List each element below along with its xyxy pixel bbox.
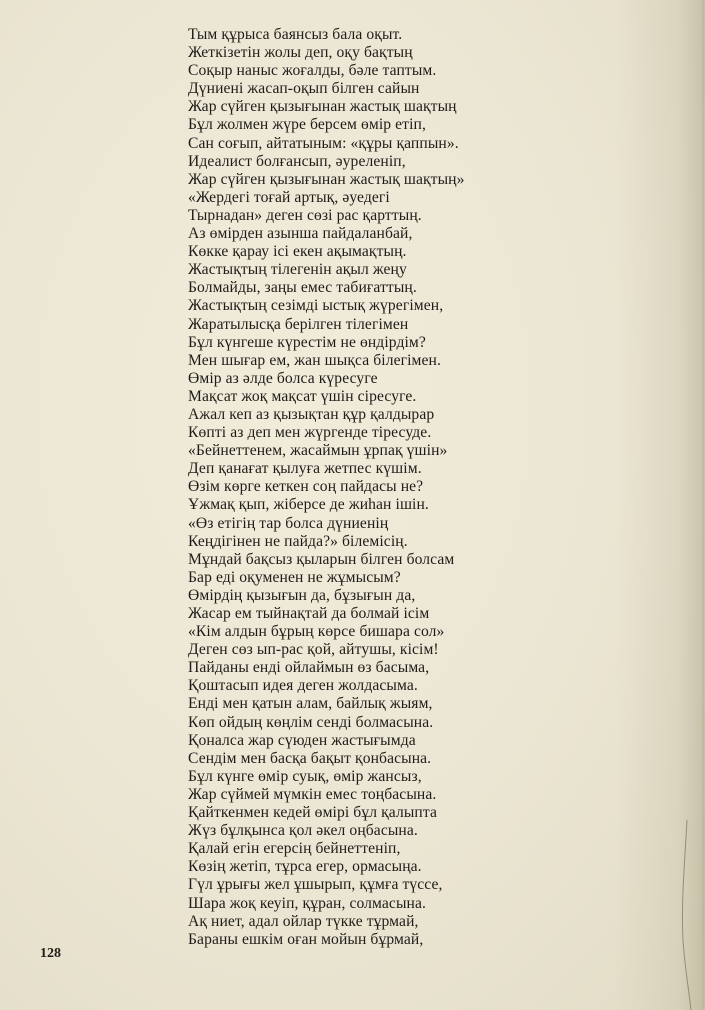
poem-line: Көп ойдың көңлім сенді болмасына. [188,713,434,731]
poem-line: Қалай егін егерсің бейнеттеніп, [188,840,401,858]
poem-line: Қоштасып идея деген жолдасыма. [188,677,418,695]
poem-line: Жаратылысқа берілген тілегімен [188,315,409,333]
poem-text [188,26,608,949]
poem-line: Қоналса жар сүюден жастығымда [188,731,416,749]
poem-line: Сендім мен басқа бақыт қонбасына. [188,749,432,767]
poem-line: Гүл ұрығы жел ұшырып, құмға түссе, [188,876,443,894]
poem-line: Бұл күнге өмір суық, өмір жансыз, [188,767,422,785]
poem-line: Өмір аз әлде болса күресуге [188,369,378,387]
poem-line: Аз өмірден азынша пайдаланбай, [188,225,413,243]
poem-line: Бараны ешкім оған мойын бұрмай, [188,930,424,948]
poem-line: «Жердегі тоғай артық, әуедегі [188,188,390,206]
poem-line: Бұл күнгеше күрестім не өндірдім? [188,333,426,351]
poem-line: Сан соғып, айтатыным: «құры қаппын». [188,134,459,152]
poem-line: Жар сүйген қызығынан жастық шақтың» [188,170,465,188]
poem-line: Жастықтың сезімді ыстық жүрегімен, [188,297,444,315]
poem-line: Ажал кеп аз қызықтан құр қалдырар [188,405,435,423]
poem-line: Бұл жолмен жүре берсем өмір етіп, [188,116,426,134]
poem-line: Бар еді оқуменен не жұмысым? [188,568,401,586]
poem-line: Көкке қарау ісі екен ақымақтың. [188,243,407,261]
page-edge-tear [625,0,705,1010]
poem-line: Енді мен қатын алам, байлық жыям, [188,695,433,713]
poem-line: Шара жоқ кеуіп, құран, солмасына. [188,894,426,912]
poem-line: Ақ ниет, адал ойлар түкке тұрмай, [188,912,419,930]
poem-line: Жар сүймей мүмкін емес тоңбасына. [188,785,437,803]
poem-line: Жастықтың тілегенін ақыл жеңу [188,261,407,279]
poem-line: Болмайды, заңы емес табиғаттың. [188,279,417,297]
poem-line: Көпті аз деп мен жүргенде тіресуде. [188,424,432,442]
poem-line: Деп қанағат қылуға жетпес күшім. [188,460,422,478]
poem-line: Тырнадан» деген сөзі рас қарттың. [188,206,422,224]
poem-line: Идеалист болғансып, әуреленіп, [188,152,406,170]
poem-line: Кеңдігінен не пайда?» білемісің. [188,532,408,550]
poem-line: Соқыр наныс жоғалды, бәле таптым. [188,62,437,80]
poem-line: Жүз бұлқынса қол әкел оңбасына. [188,822,418,840]
poem-line: Тым құрыса баянсыз бала оқыт. [188,26,403,43]
poem-line: Дүниені жасап-оқып білген сайын [188,80,420,98]
poem-line: Көзің жетіп, тұрса егер, ормасыңа. [188,858,422,876]
poem-line: Жеткізетін жолы деп, оқу бақтың [188,44,413,62]
poem-line: «Бейнеттенем, жасаймын ұрпақ үшін» [188,442,448,460]
poem-line: Өзім көрге кеткен соң пайдасы не? [188,478,424,496]
poem-line: Жасар ем тыйнақтай да болмай ісім [188,605,430,622]
poem-line: Пайданы енді ойлаймын өз басыма, [188,659,430,677]
poem-line: Деген сөз ып-рас қой, айтушы, кісім! [188,641,439,659]
poem-line: «Кім алдын бұрың көрсе бишара сол» [188,623,445,641]
poem-line: Мен шығар ем, жан шықса білегімен. [188,351,441,369]
poem-line: Өмірдің қызығын да, бұзығын да, [188,586,416,604]
poem-line: Жар сүйген қызығынан жастық шақтың [188,98,457,116]
poem-line: «Өз етігің тар болса дүниенің [188,514,389,532]
poem-line: Мақсат жоқ мақсат үшін сіресуге. [188,387,417,405]
poem-line: Қайткенмен кедей өмірі бұл қалыпта [188,804,437,822]
poem-line: Мұндай бақсыз қыларын білген болсам [188,550,455,568]
page-number: 128 [40,946,61,961]
poem-line: Ұжмақ қып, жіберсе де жиһан ішін. [188,496,429,514]
